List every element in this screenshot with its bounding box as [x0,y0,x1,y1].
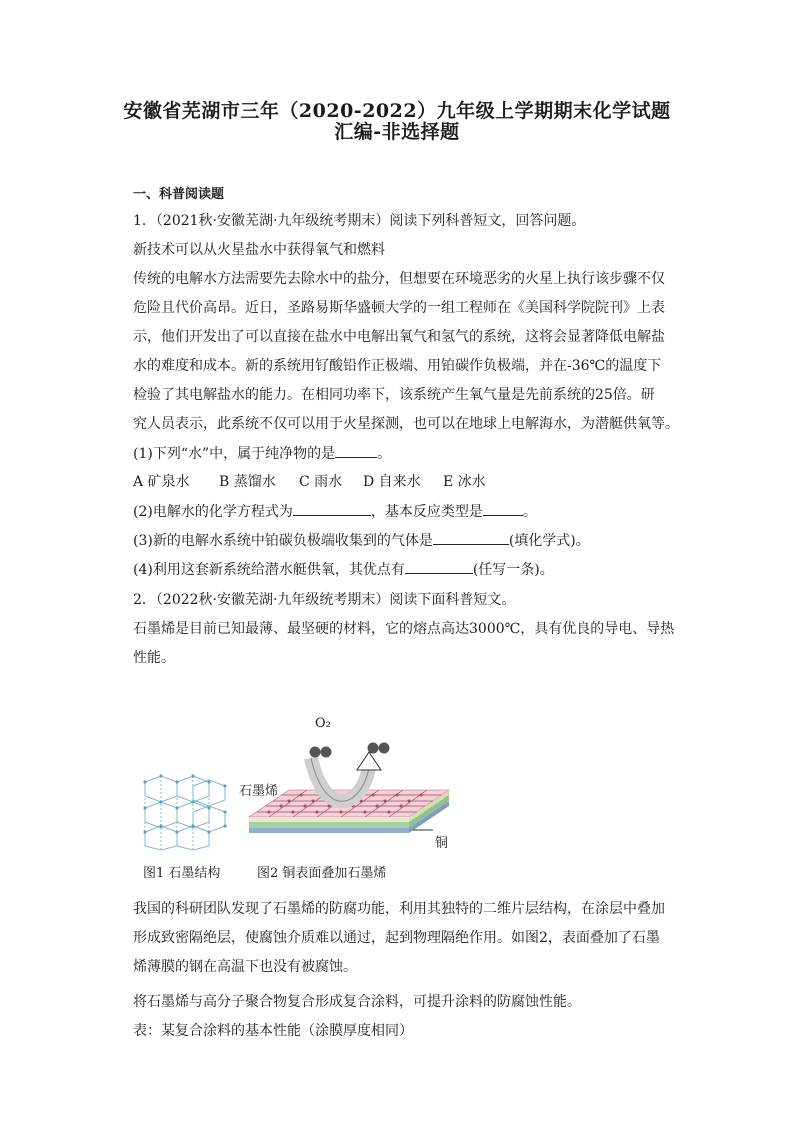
option-e: E 冰水 [443,474,486,490]
q2-paragraph-line: 性能。 [133,650,175,666]
option-d: D 自来水 [363,474,421,490]
q1-paragraph-line: 危险且代价高昂。近日，圣路易斯华盛顿大学的一组工程师在《美国科学院院刊》上表 [133,300,665,316]
q1-subtitle: 新技术可以从火星盐水中获得氧气和燃料 [133,242,385,258]
q1-subquestion-3: (3)新的电解水系统中铂碳负极端收集到的气体是 (填化学式)。 [133,530,590,551]
q2-paragraph-line: 将石墨烯与高分子聚合物复合形成复合涂料，可提升涂料的防腐蚀性能。 [133,994,581,1010]
q1-paragraph-line: 水的难度和成本。新的系统用钌酸铅作正极端、用铂碳作负极端，并在-36℃的温度下 [133,358,662,374]
answer-blank[interactable] [335,443,377,458]
graphene-label: 石墨烯 [239,784,279,799]
q1-paragraph-line: 传统的电解水方法需要先去除水中的盐分，但想要在环境恶劣的火星上执行该步骤不仅 [133,271,665,287]
q1-header: 1．（2021秋·安徽芜湖·九年级统考期末）阅读下列科普短文，回答问题。 [133,213,586,229]
copper-label: 铜 [435,836,449,851]
figure2-caption: 图2 铜表面叠加石墨烯 [257,866,387,881]
q2-paragraph-line: 石墨烯是目前已知最薄、最坚硬的材料，它的熔点高达3000℃，具有优良的导电、导热 [133,621,675,637]
option-c: C 雨水 [299,474,343,490]
q1-paragraph-line: 究人员表示，此系统不仅可以用于火星探测，也可以在地球上电解海水，为潜艇供氧等。 [133,416,679,432]
table-caption: 表：某复合涂料的基本性能（涂膜厚度相同） [133,1023,413,1039]
o2-label: O₂ [315,716,331,731]
q2-paragraph-line: 形成致密隔绝层，使腐蚀介质难以通过，起到物理隔绝作用。如图2，表面叠加了石墨 [133,930,660,946]
section-heading: 一、科普阅读题 [133,187,225,202]
q2-paragraph-line: 烯薄膜的钢在高温下也没有被腐蚀。 [133,959,357,975]
q2-paragraph-line: 我国的科研团队发现了石墨烯的防腐功能，利用其独特的二维片层结构，在涂层中叠加 [133,901,665,917]
q1-subquestion-1: (1)下列“水”中，属于纯净物的是 。 [133,443,391,464]
doc-title-line2: 汇编-非选择题 [334,121,460,143]
answer-blank[interactable] [483,501,523,516]
q2-header: 2．（2022秋·安徽芜湖·九年级统考期末）阅读下面科普短文。 [133,592,516,608]
graphite-structure-image [139,774,231,852]
answer-blank[interactable] [293,501,371,516]
q1-subquestion-4: (4)利用这套新系统给潜水艇供氧，其优点有 (任写一条)。 [133,559,554,580]
option-a: A 矿泉水 [133,474,190,490]
figure1-caption: 图1 石墨结构 [143,866,221,881]
q1-subquestion-2: (2)电解水的化学方程式为 ，基本反应类型是 。 [133,501,537,522]
answer-blank[interactable] [433,530,509,545]
doc-title-line1: 安徽省芜湖市三年（2020-2022）九年级上学期期末化学试题 [123,100,671,122]
figure-graphene [133,712,463,887]
answer-blank[interactable] [405,559,473,574]
option-b: B 蒸馏水 [219,474,276,490]
q1-options [133,472,486,492]
q1-paragraph-line: 示，他们开发出了可以直接在盐水中电解出氧气和氢气的系统，这将会显著降低电解盐 [133,329,665,345]
q1-paragraph-line: 检验了其电解盐水的能力。在相同功率下，该系统产生氧气量是先前系统的25倍。研 [133,387,655,403]
